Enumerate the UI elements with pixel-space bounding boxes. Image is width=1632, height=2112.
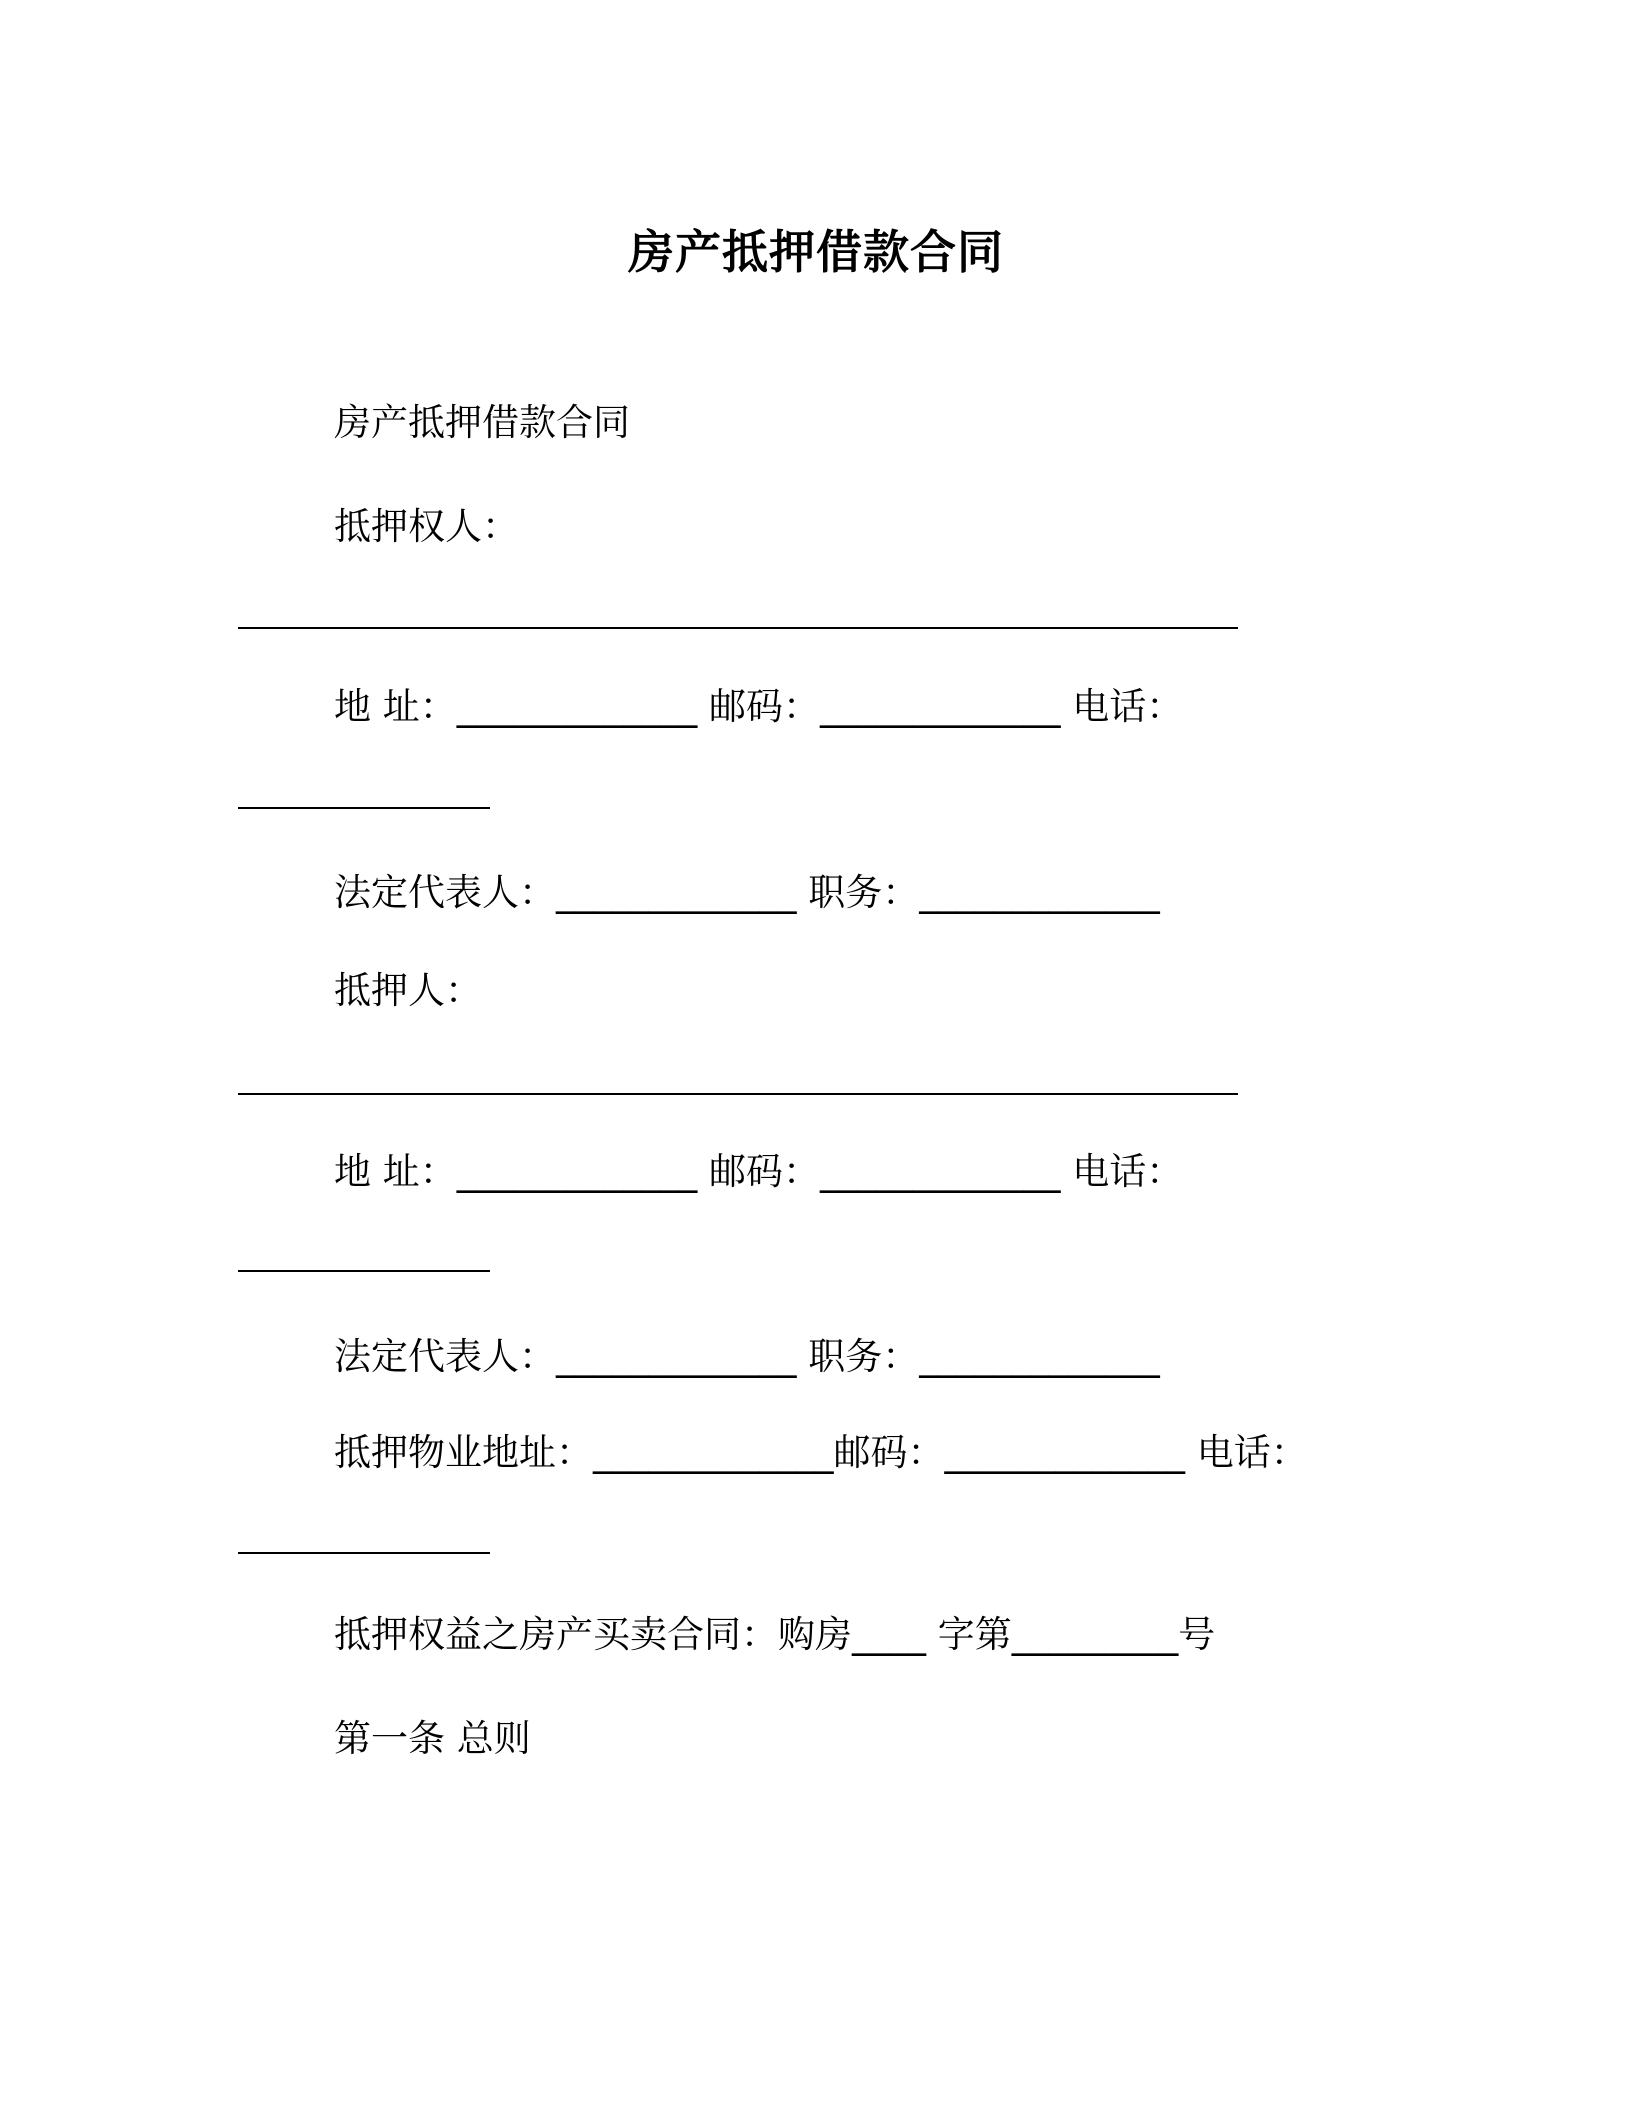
mortgagor-label: 抵押人： [334,969,482,1012]
property-address-line: 抵押物业地址：_____________邮码：_____________ 电话： [334,1431,1308,1474]
purchase-contract-line: 抵押权益之房产买卖合同：购房____ 字第_________号 [334,1613,1216,1656]
mortgagee-representative-line: 法定代表人：_____________ 职务：_____________ [334,871,1160,914]
mortgagee-label: 抵押权人： [334,505,519,548]
mortgagor-representative-line: 法定代表人：_____________ 职务：_____________ [334,1335,1160,1378]
mortgagor-name-blank [238,1093,1238,1095]
document-title: 房产抵押借款合同 [628,225,1004,279]
mortgagor-phone-blank [238,1270,490,1272]
subtitle-line: 房产抵押借款合同 [334,401,630,444]
mortgagor-address-line: 地 址：_____________ 邮码：_____________ 电话： [334,1150,1184,1193]
mortgagee-name-blank [238,627,1238,629]
article-one-heading: 第一条 总则 [334,1717,531,1760]
mortgagee-address-line: 地 址：_____________ 邮码：_____________ 电话： [334,685,1184,728]
property-phone-blank [238,1552,490,1554]
mortgagee-phone-blank [238,807,490,809]
